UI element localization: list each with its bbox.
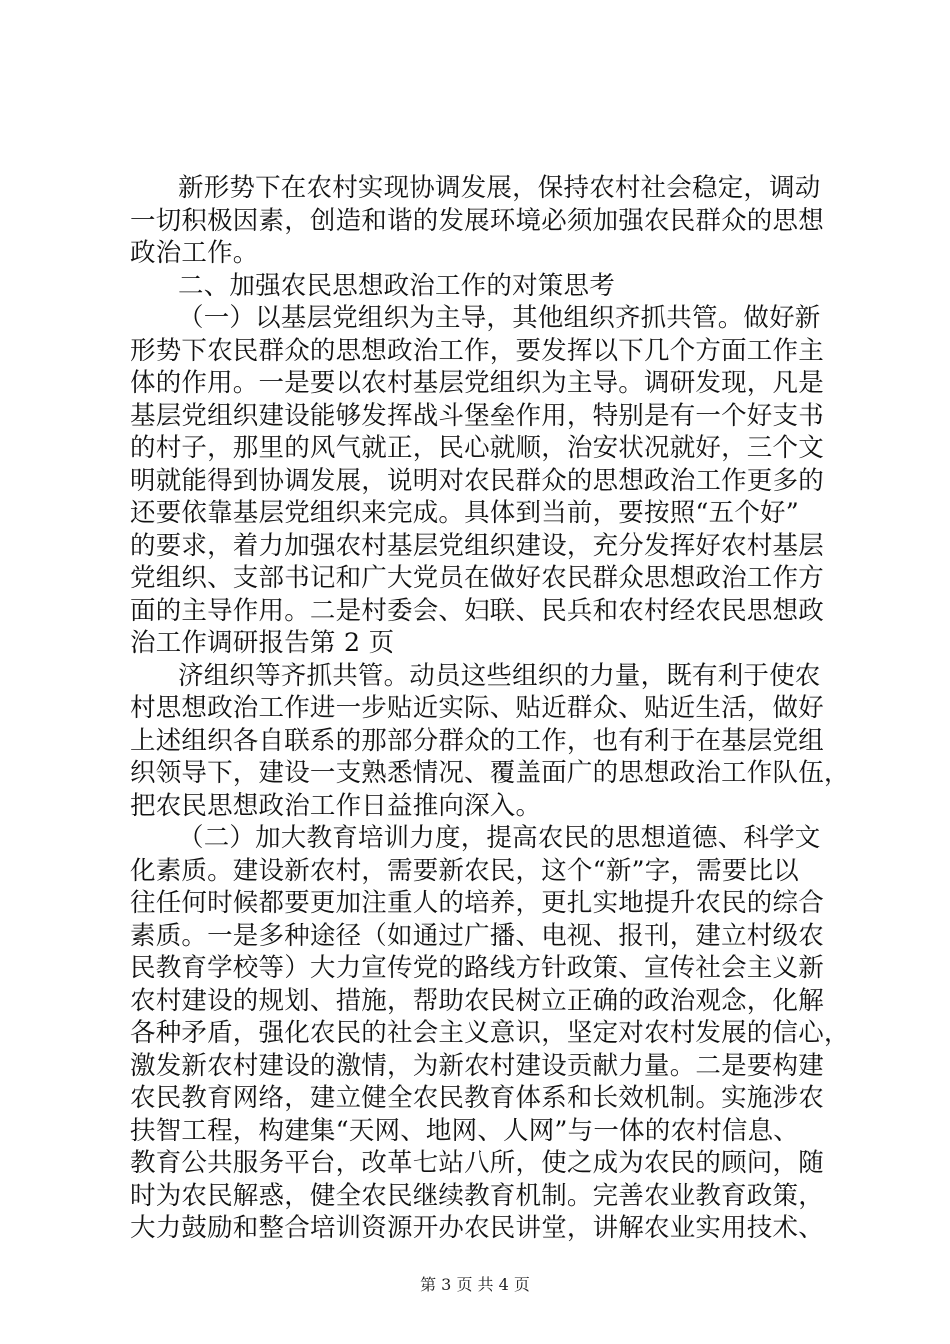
text-line: 扶智工程，构建集“天网、地网、人网”与一体的农村信息、	[130, 1115, 799, 1146]
text-line: 大力鼓励和整合培训资源开办农民讲堂，讲解农业实用技术、	[130, 1213, 824, 1243]
text-line: 的村子，那里的风气就正，民心就顺，治安状况就好，三个文	[130, 433, 824, 463]
text-line: 激发新农村建设的激情，为新农村建设贡献力量。二是要构建	[130, 1050, 824, 1081]
text-line: （一）以基层党组织为主导，其他组织齐抓共管。做好新	[178, 303, 821, 333]
text-line: 济组织等齐抓共管。动员这些组织的力量，既有利于使农	[178, 660, 821, 691]
page-number-footer: 第 3 页 共 4 页	[420, 1275, 530, 1294]
text-line: 还要依靠基层党组织来完成。具体到当前，要按照“五个好”	[130, 498, 799, 528]
text-line: 面的主导作用。二是村委会、妇联、民兵和农村经农民思想政	[130, 595, 824, 626]
text-line: 教育公共服务平台，改革七站八所，使之成为农民的顾问，随	[130, 1148, 824, 1178]
text-line: 一切积极因素，创造和谐的发展环境必须加强农民群众的思想	[130, 205, 824, 236]
text-line: 上述组织各自联系的那部分群众的工作，也有利于在基层党组	[130, 725, 824, 756]
text-line: 农民教育网络，建立健全农民教育体系和长效机制。实施涉农	[130, 1083, 824, 1113]
text-line: 形势下农民群众的思想政治工作，要发挥以下几个方面工作主	[130, 335, 824, 366]
text-line: 时为农民解惑，健全农民继续教育机制。完善农业教育政策，	[130, 1180, 824, 1211]
section-heading: 二、加强农民思想政治工作的对策思考	[178, 270, 615, 301]
text-line: 民教育学校等）大力宣传党的路线方针政策、宣传社会主义新	[130, 953, 824, 983]
text-line: 体的作用。一是要以农村基层党组织为主导。调研发现，凡是	[130, 368, 824, 398]
text-line: 素质。一是多种途径（如通过广播、电视、报刊，建立村级农	[130, 920, 824, 951]
text-line: 政治工作。	[130, 238, 259, 268]
text-line: 各种矛盾，强化农民的社会主义意识，坚定对农村发展的信心，	[130, 1018, 850, 1048]
text-line: 治工作调研报告第 2 页	[130, 628, 395, 658]
text-line: 把农民思想政治工作日益推向深入。	[130, 790, 542, 821]
text-line: 村思想政治工作进一步贴近实际、贴近群众、贴近生活，做好	[130, 693, 824, 723]
text-line: 往任何时候都要更加注重人的培养，更扎实地提升农民的综合	[130, 888, 824, 918]
text-line: 织领导下，建设一支熟悉情况、覆盖面广的思想政治工作队伍，	[130, 758, 850, 788]
text-line: 新形势下在农村实现协调发展，保持农村社会稳定，调动	[178, 173, 821, 203]
text-line: 化素质。建设新农村，需要新农民，这个“新”字，需要比以	[130, 855, 799, 886]
text-line: 的要求，着力加强农村基层党组织建设，充分发挥好农村基层	[130, 530, 824, 561]
text-line: （二）加大教育培训力度，提高农民的思想道德、科学文	[178, 823, 821, 853]
text-line: 基层党组织建设能够发挥战斗堡垒作用，特别是有一个好支书	[130, 400, 824, 431]
text-line: 明就能得到协调发展，说明对农民群众的思想政治工作更多的	[130, 465, 824, 496]
text-line: 农村建设的规划、措施，帮助农民树立正确的政治观念，化解	[130, 985, 824, 1016]
text-line: 党组织、支部书记和广大党员在做好农民群众思想政治工作方	[130, 563, 824, 593]
